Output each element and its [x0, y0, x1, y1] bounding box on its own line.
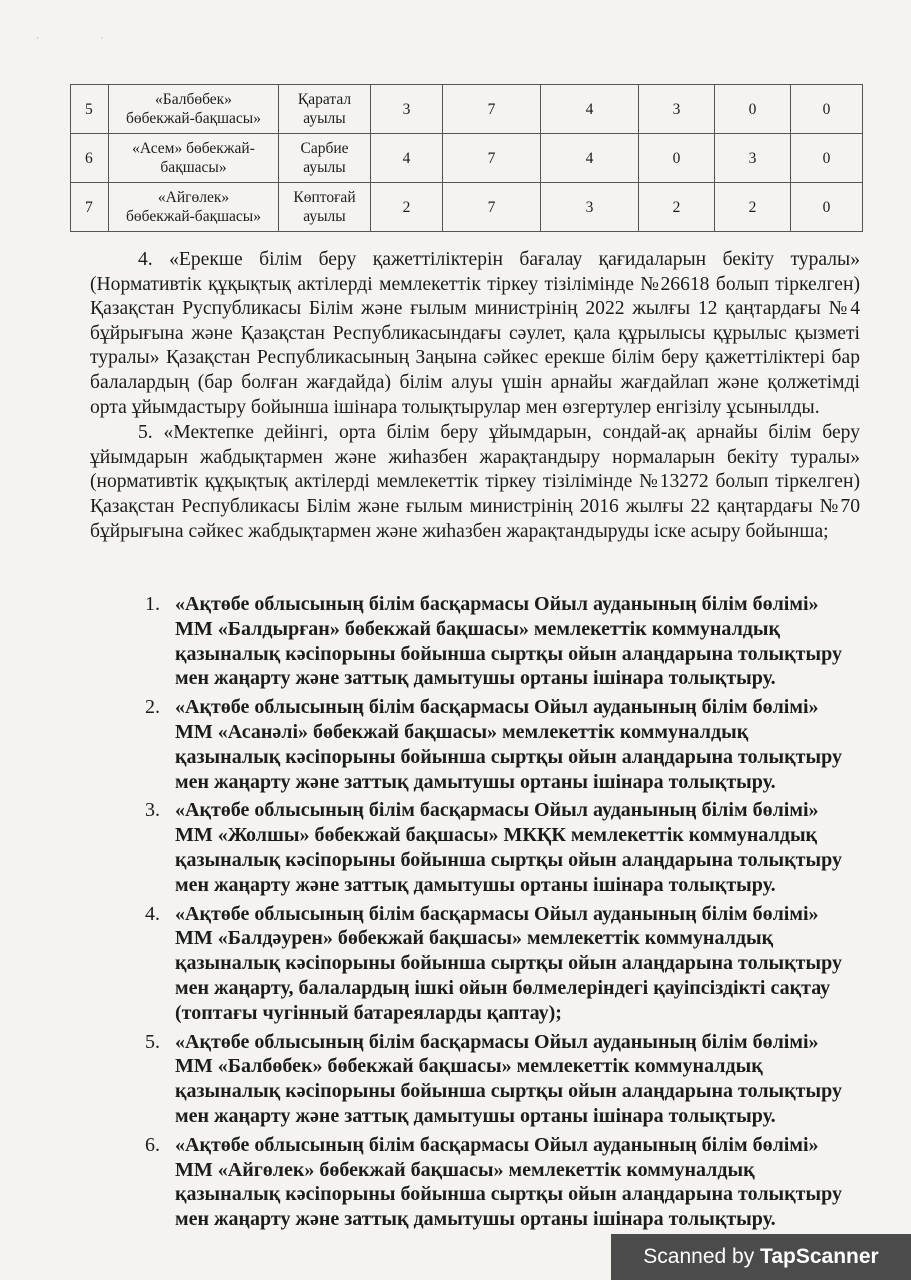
cell-value: 0 [791, 183, 863, 232]
village-name: Сарбие ауылы [279, 134, 371, 183]
list-number: 5. [145, 1030, 160, 1053]
table-row [71, 183, 863, 232]
cell-value: 0 [715, 85, 791, 134]
cell-value: 2 [371, 183, 443, 232]
body-text [90, 248, 860, 544]
watermark-prefix: Scanned by [643, 1245, 761, 1268]
list-item-text: «Ақтөбе облысының білім басқармасы Ойыл ауданының білім бөлімі» ММ «Айгөлек» бөбекжай бақшасы» мемлекеттік коммуналдық қазыналық кәсіпорыны бойынша сыртқы ойын алаңдарына толықтыру мен жаңарту және заттық дамытушы ортаны ішінара толықтыру. [175, 1133, 842, 1231]
paragraph-5: 5. «Мектепке дейінгі, орта білім беру ұйымдарын, сондай-ақ арнайы білім беру ұйымдарын жабдықтармен және жиһазбен жарақтандыру нормаларын бекіту туралы» (нормативтік құқықтық актілерді мемлекеттік тіркеу тізілімінде №13272 болып тіркелген) Қазақстан Республикасы Білім және ғылым министрінің 2016 жылғы 22 қаңтардағы №70 бұйрығына сәйкес жабдықтармен және жиһазбен жарақтандыруды іске асыру бойынша; [90, 422, 860, 542]
cell-value: 0 [639, 134, 715, 183]
row-number: 5 [71, 85, 109, 134]
list-number: 3. [145, 799, 160, 822]
village-name: Көптоғай ауылы [279, 183, 371, 232]
cell-value: 7 [443, 85, 541, 134]
kindergarten-name: «Асем» бөбекжай- бақшасы» [109, 134, 279, 183]
paragraph-4: 4. «Ерекше білім беру қажеттіліктерін бағалау қағидаларын бекіту туралы» (Нормативтік құқықтық актілерді мемлекеттік тіркеу тізілімінде №26618 болып тіркелген) Қазақстан Руспубликасы Білім және ғылым министрінің 2022 жылғы 12 қаңтардағы №4 бұйрығына және Қазақстан Республикасындағы сәулет, қала құрылысы құрылыс қызметі туралы» Қазақстан Республикасының Заңына сәйкес ерекше білім беру қажеттіліктері бар балалардың (бар болған жағдайда) білім алуы үшін арнайы жағдайлап және қолжетімді орта ұйымдастыру бойынша ішінара толықтырулар мен өзгертулер енгізілу ұсынылды. [90, 249, 860, 418]
cell-value: 3 [541, 183, 639, 232]
kindergarten-name: «Айгөлек» бөбекжай-бақшасы» [109, 183, 279, 232]
cell-value: 4 [541, 134, 639, 183]
scan-specks: · · [36, 34, 134, 43]
list-number: 4. [145, 902, 160, 925]
list-item-text: «Ақтөбе облысының білім басқармасы Ойыл ауданының білім бөлімі» ММ «Балдәурен» бөбекжай бақшасы» мемлекеттік коммуналдық қазыналық кәсіпорыны бойынша сыртқы ойын алаңдарына толықтыру мен жаңарту, балалардың ішкі ойын бөлмелеріндегі қауіпсіздікті сақтау (топтағы чугінный батареяларды қаптау); [175, 902, 842, 1024]
cell-value: 0 [791, 85, 863, 134]
cell-value: 7 [443, 134, 541, 183]
scanner-watermark [611, 1234, 911, 1280]
list-item-text: «Ақтөбе облысының білім басқармасы Ойыл ауданының білім бөлімі» ММ «Жолшы» бөбекжай бақшасы» МКҚК мемлекеттік коммуналдық қазыналық кәсіпорыны бойынша сыртқы ойын алаңдарына толықтыру мен жаңарту және заттық дамытушы ортаны ішінара толықтыру. [175, 799, 842, 896]
watermark-brand: TapScanner [760, 1245, 879, 1268]
cell-value: 4 [541, 85, 639, 134]
village-name: Қаратал ауылы [279, 85, 371, 134]
table-row [71, 134, 863, 183]
table-row [71, 85, 863, 134]
list-item [145, 592, 845, 691]
list-number: 6. [145, 1133, 160, 1156]
list-item-text: «Ақтөбе облысының білім басқармасы Ойыл ауданының білім бөлімі» ММ «Балдырған» бөбекжай бақшасы» мемлекеттік коммуналдық қазыналық кәсіпорыны бойынша сыртқы ойын алаңдарына толықтыру мен жаңарту және заттық дамытушы ортаны ішінара толықтыру. [175, 593, 842, 690]
cell-value: 4 [371, 134, 443, 183]
cell-value: 0 [791, 134, 863, 183]
list-item-text: «Ақтөбе облысының білім басқармасы Ойыл ауданының білім бөлімі» ММ «Балбөбек» бөбекжай бақшасы» мемлекеттік коммуналдық қазыналық кәсіпорыны бойынша сыртқы ойын алаңдарына толықтыру мен жаңарту және заттық дамытушы ортаны ішінара толықтыру. [175, 1030, 842, 1127]
list-number: 1. [145, 593, 160, 615]
list-item [145, 902, 845, 1026]
kindergarten-name: «Балбөбек» бөбекжай-бақшасы» [109, 85, 279, 134]
list-item [145, 1133, 845, 1232]
list-item [145, 1030, 845, 1129]
cell-value: 2 [715, 183, 791, 232]
cell-value: 3 [371, 85, 443, 134]
action-list [145, 592, 845, 1236]
list-item-text: «Ақтөбе облысының білім басқармасы Ойыл ауданының білім бөлімі» ММ «Асанәлі» бөбекжай бақшасы» мемлекеттік коммуналдық қазыналық кәсіпорыны бойынша сыртқы ойын алаңдарына толықтыру мен жаңарту және заттық дамытушы ортаны ішінара толықтыру. [175, 696, 842, 793]
list-number: 2. [145, 696, 160, 719]
list-item [145, 798, 845, 897]
cell-value: 2 [639, 183, 715, 232]
cell-value: 7 [443, 183, 541, 232]
list-item [145, 695, 845, 794]
cell-value: 3 [639, 85, 715, 134]
kindergarten-table [70, 84, 863, 232]
row-number: 7 [71, 183, 109, 232]
cell-value: 3 [715, 134, 791, 183]
row-number: 6 [71, 134, 109, 183]
